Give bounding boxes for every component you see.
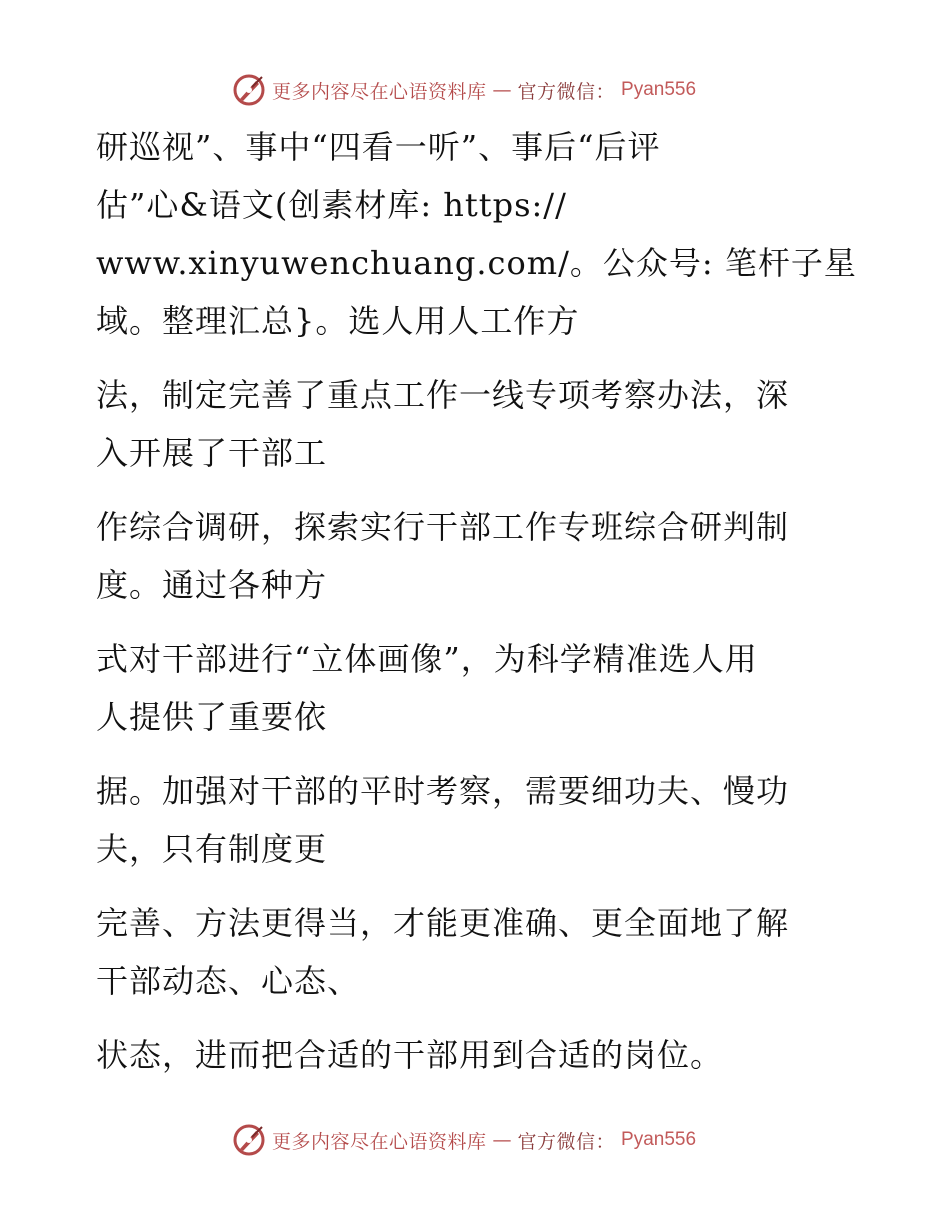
paragraph-6 xyxy=(96,894,836,1010)
paragraph-3 xyxy=(96,498,836,614)
text-line: 状态，进而把合适的干部用到合适的岗位。 xyxy=(96,1036,724,1074)
text-line: 估”心&语文(创素材库: https:// xyxy=(96,186,567,224)
text-line: 入开展了干部工 xyxy=(96,434,328,472)
footer-watermark xyxy=(232,1120,696,1160)
text-line: 干部动态、心态、 xyxy=(96,962,361,1000)
text-line: 域。整理汇总}。选人用人工作方 xyxy=(96,302,580,340)
paragraph-5 xyxy=(96,762,836,878)
header-separator: — xyxy=(492,79,512,101)
paragraph-1 xyxy=(96,118,857,350)
text-line: 据。加强对干部的平时考察，需要细功夫、慢功 xyxy=(96,772,790,810)
text-line: 夫，只有制度更 xyxy=(96,830,328,868)
quill-pen-logo-icon xyxy=(232,1123,266,1157)
text-line: 度。通过各种方 xyxy=(96,566,328,604)
paragraph-4 xyxy=(96,630,836,746)
footer-wechat-id: Pyan556 xyxy=(621,1129,697,1150)
paragraph-2 xyxy=(96,366,836,482)
text-line: 式对干部进行“立体画像”，为科学精准选人用 xyxy=(96,640,758,678)
quill-pen-logo-icon xyxy=(232,73,266,107)
header-wechat-label: 官方微信： xyxy=(517,80,616,103)
header-watermark xyxy=(232,70,696,110)
footer-separator: — xyxy=(492,1129,512,1151)
text-line: 法，制定完善了重点工作一线专项考察办法，深 xyxy=(96,376,790,414)
paragraph-7 xyxy=(96,1026,836,1084)
document-body xyxy=(96,118,857,1100)
footer-brand-text: 更多内容尽在心语资料库 xyxy=(272,1130,487,1153)
text-line: www.xinyuwenchuang.com/。公众号: 笔杆子星 xyxy=(96,244,857,282)
text-line: 人提供了重要依 xyxy=(96,698,328,736)
footer-wechat-label: 官方微信： xyxy=(517,1130,616,1153)
header-wechat-id: Pyan556 xyxy=(621,79,697,100)
header-brand-text: 更多内容尽在心语资料库 xyxy=(272,80,487,103)
text-line: 完善、方法更得当，才能更准确、更全面地了解 xyxy=(96,904,790,942)
text-line: 研巡视”、事中“四看一听”、事后“后评 xyxy=(96,128,661,166)
text-line: 作综合调研，探索实行干部工作专班综合研判制 xyxy=(96,508,790,546)
